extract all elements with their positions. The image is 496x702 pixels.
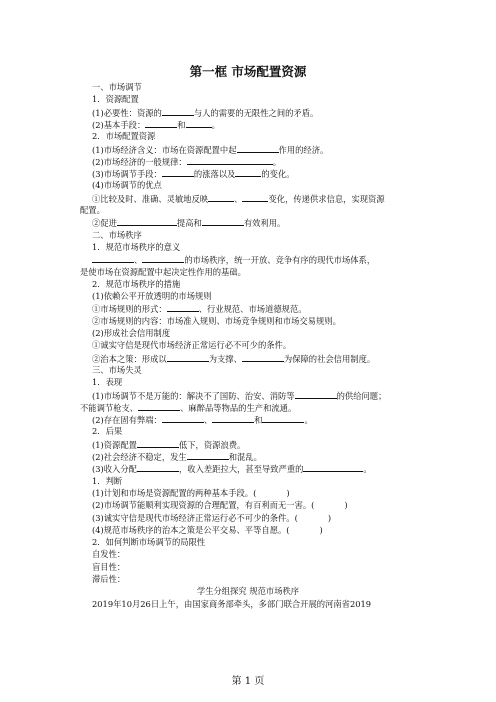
line-text: 和 (254, 415, 263, 426)
line-text: ②促进 (92, 218, 117, 229)
line-text: (2)市场调节能顺利实现资源的合理配置，有百利而无一害。( (92, 500, 315, 511)
text-line (92, 131, 412, 142)
line-text: 、 (234, 193, 243, 204)
text-line (92, 525, 412, 536)
line-text: 二、市场秩序 (92, 229, 142, 240)
text-line (92, 328, 412, 339)
line-text: 2．后果 (92, 426, 123, 437)
fill-in-blank (303, 463, 363, 472)
line-text: ) (344, 500, 348, 511)
line-text: (2)基本手段： (92, 119, 146, 130)
line-text: 提高和 (176, 218, 202, 229)
text-line (92, 463, 412, 475)
line-text: 有效利用。 (243, 218, 286, 229)
text-line (92, 291, 412, 302)
line-text: (1)必要性：资源的 (92, 107, 162, 118)
line-text: 盲目性： (92, 561, 126, 572)
line-text: (4)规范市场秩序的治本之策是公平交易、平等自愿。( (92, 524, 290, 535)
fill-in-blank (162, 107, 194, 116)
text-line (92, 303, 412, 315)
line-text: 和 (177, 119, 186, 130)
line-text: 配置。 (80, 205, 105, 215)
fill-in-blank (212, 414, 254, 423)
fill-in-blank (208, 193, 234, 202)
line-text: 变化，传递供求信息，实现资源 (268, 193, 385, 204)
text-line (92, 574, 412, 585)
page-footer: 第 1 页 (231, 676, 265, 687)
line-text: 与人的需要的无限性之间的矛盾。 (193, 107, 319, 118)
fill-in-blank (167, 353, 209, 362)
line-text: 的涨落以及 (193, 169, 236, 180)
text-line (92, 426, 412, 437)
text-line (92, 365, 412, 376)
line-text: 的供给问题； (336, 390, 387, 401)
text-line (80, 402, 400, 414)
text-line (92, 217, 412, 229)
line-text: 2019年10月26日上午，由国家商务部牵头，多部门联合开展的河南省2019 (92, 598, 372, 609)
line-text: 是使市场在资源配置中起决定性作用的基础。 (80, 266, 246, 277)
text-line (92, 377, 412, 388)
fill-in-blank (262, 414, 304, 423)
text-line (0, 586, 496, 597)
fill-in-blank (167, 303, 199, 312)
line-text: 、行业规范、市场道德规范。 (198, 304, 307, 315)
line-text: ) (327, 512, 332, 523)
line-text: (4)市场调节的优点 (92, 180, 162, 191)
line-text: 滞后性： (92, 574, 126, 584)
text-line (92, 144, 412, 156)
fill-in-blank (187, 156, 273, 165)
line-text: ) (286, 487, 290, 498)
line-text: 一、市场调节 (92, 82, 142, 92)
line-text: (2)形成社会信用制度 (92, 328, 171, 338)
fill-in-blank (295, 390, 337, 399)
line-text: (1)计划和市场是资源配置的两种基本手段。( (92, 487, 257, 498)
line-text: 和混乱。 (228, 452, 262, 462)
line-text: ①市场规则的形式： (92, 304, 167, 315)
text-line (80, 267, 400, 278)
line-text: 2．市场配置资源 (92, 131, 156, 142)
line-text: ②市场规则的内容：市场准入规则、市场竞争规则和市场交易规则。 (92, 315, 341, 326)
text-line (92, 168, 412, 180)
fill-in-blank (138, 402, 180, 411)
text-line (92, 500, 412, 511)
line-text: (3)市场调节手段： (92, 169, 162, 180)
line-text: 自发性： (92, 549, 126, 560)
fill-in-blank (137, 439, 179, 448)
line-text: 为保障的社会信用制度。 (283, 353, 376, 364)
text-line (92, 488, 412, 499)
fill-in-blank (237, 144, 279, 153)
text-line (92, 353, 412, 365)
line-text: ①诚实守信是现代市场经济正常运行必不可少的条件。 (92, 340, 292, 351)
line-text: 1．判断 (92, 475, 123, 486)
line-text: (2)市场经济的一般规律： (92, 156, 187, 167)
fill-in-blank (145, 119, 177, 128)
text-line (92, 279, 412, 290)
text-line (92, 340, 412, 351)
fill-in-blank (202, 217, 244, 226)
text-line (92, 562, 412, 573)
line-text: 不能调节枪支、 (80, 402, 139, 413)
line-text: (3)诚实守信是现代市场经济正常运行必不可少的条件。( (92, 512, 298, 523)
fill-in-blank (162, 168, 194, 177)
line-text: ) (319, 524, 323, 535)
line-text: 。 (363, 464, 372, 475)
text-line (92, 242, 412, 253)
line-text: 学生分组探究 规范市场秩序 (196, 586, 300, 597)
line-text: (1)市场调节不是万能的：解决不了国防、治安、消防等 (92, 390, 295, 401)
line-text: 1．规范市场秩序的意义 (92, 241, 181, 252)
text-line (80, 205, 400, 216)
line-text: ①比较及时、准确、灵敏地反映 (92, 193, 209, 204)
text-line (92, 476, 412, 487)
line-text: 。 (304, 415, 313, 426)
fill-in-blank (242, 193, 268, 202)
line-text: 、麻醉品等物品的生产和流通。 (180, 402, 297, 413)
line-text: (2)社会经济不稳定，发生 (92, 452, 187, 462)
text-line (92, 549, 412, 560)
fill-in-blank (187, 451, 229, 460)
text-line (92, 156, 412, 168)
line-text: 、 (134, 255, 143, 266)
line-text: (2)存在固有弊端： (92, 415, 162, 426)
page-title: 第一框 市场配置资源 (189, 64, 307, 79)
fill-in-blank (235, 168, 261, 177)
line-text: (3)收入分配 (92, 464, 137, 475)
line-text: (1)资源配置 (92, 439, 137, 450)
fill-in-blank (242, 353, 284, 362)
text-line (92, 82, 412, 93)
line-text: 三、市场失灵 (92, 364, 142, 375)
text-line (92, 254, 412, 266)
fill-in-blank (162, 414, 204, 423)
line-text: 作用的经济。 (278, 144, 329, 155)
fill-in-blank (117, 217, 177, 226)
text-line (92, 180, 412, 191)
text-line (92, 599, 412, 610)
line-text: ②治本之策：形成以 (92, 353, 167, 364)
line-text: ，收入差距拉大，甚至导致严重的 (178, 464, 304, 475)
text-line (92, 439, 412, 451)
line-text: 低下，资源浪费。 (178, 439, 246, 450)
line-text: 的变化。 (261, 169, 295, 180)
text-line (92, 119, 412, 131)
line-text: 。 (272, 156, 282, 167)
text-line (92, 537, 412, 548)
line-text: (1)市场经济含义：市场在资源配置中起 (92, 144, 237, 155)
line-text: 2．如何判断市场调节的局限性 (92, 537, 206, 548)
fill-in-blank (92, 254, 134, 263)
text-line (92, 414, 412, 426)
text-line (92, 230, 412, 241)
line-text: 1．资源配置 (92, 94, 139, 105)
text-line (92, 94, 412, 105)
line-text: 、 (203, 415, 213, 426)
text-line (92, 390, 412, 402)
line-text: 的市场秩序，统一开放、竞争有序的现代市场体系， (184, 255, 376, 266)
fill-in-blank (186, 119, 212, 128)
text-line (92, 316, 412, 327)
line-text: 。 (211, 119, 220, 130)
fill-in-blank (142, 254, 184, 263)
fill-in-blank (137, 463, 179, 472)
line-text: 1．表现 (92, 377, 123, 388)
line-text: (1)依赖公平开放透明的市场规则 (92, 291, 212, 302)
text-line (92, 193, 412, 205)
text-line (92, 107, 412, 119)
line-text: 2．规范市场秩序的措施 (92, 278, 181, 289)
text-line (92, 451, 412, 463)
text-line (92, 513, 412, 524)
line-text: 为支撑、 (208, 353, 242, 364)
